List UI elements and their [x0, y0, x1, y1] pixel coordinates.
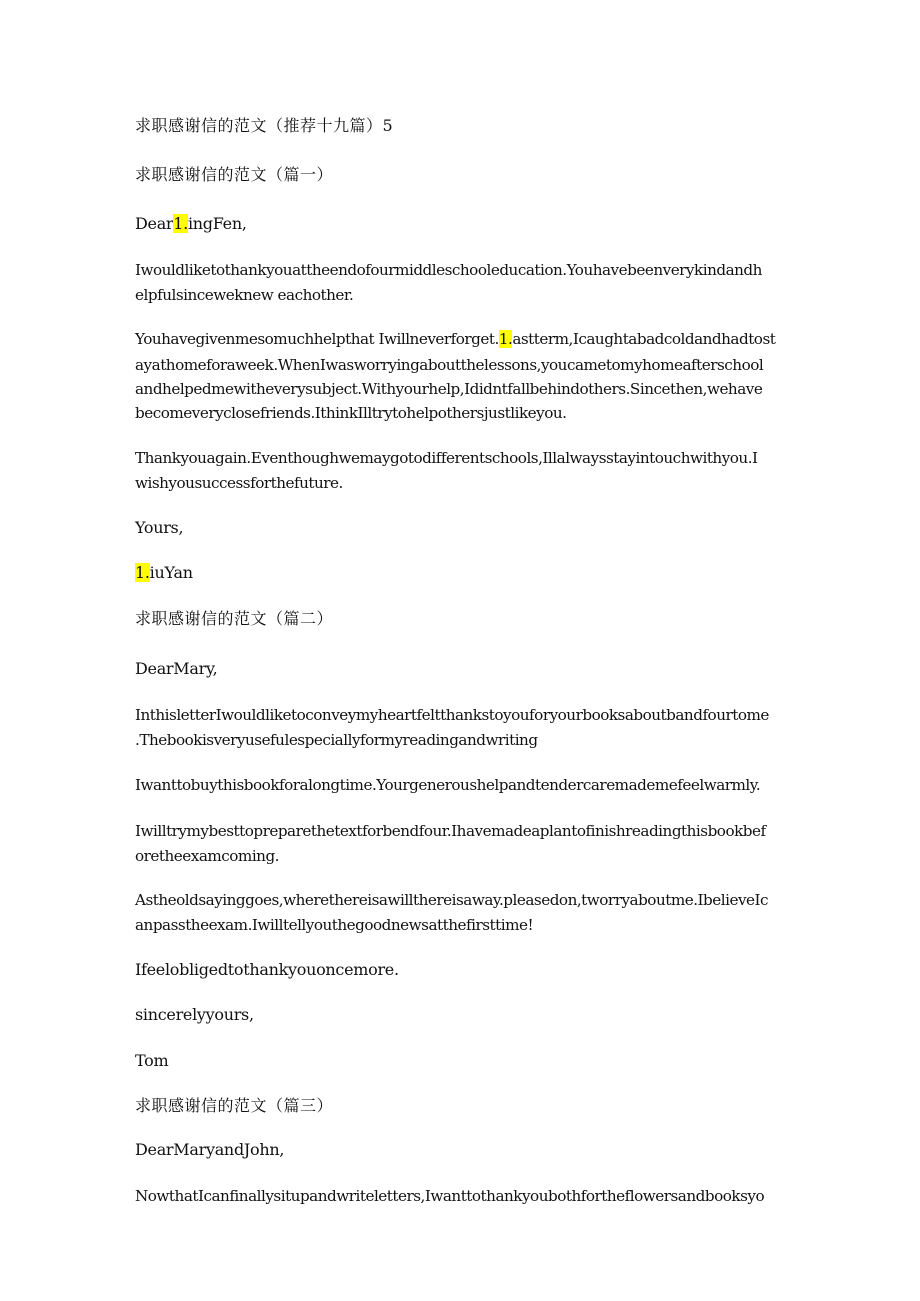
letter-2-paragraph-4-line-1: Astheoldsayinggoes,wherethereisawillthereisaway.pleasedon,tworryaboutme.IbelieveIc: [135, 891, 769, 909]
highlighted-text: 1.: [135, 563, 150, 582]
letter-2-heading: 求职感谢信的范文（篇二）: [135, 609, 334, 628]
letter-2-paragraph-4-line-2: anpasstheexam.Iwilltellyouthegoodnewsatthefirsttime!: [135, 916, 534, 934]
letter-2-paragraph-1-line-1: InthisletterIwouldliketoconveymyheartfeltthankstoyouforyourbooksaboutbandfourtome: [135, 706, 769, 724]
text-run: astterm,Icaughtabadcoldandhadtost: [512, 330, 776, 348]
letter-1-paragraph-1-line-1: Iwouldliketothankyouattheendofourmiddleschooleducation.Youhavebeenverykindandh: [135, 261, 762, 279]
letter-1-paragraph-3-line-2: wishyousuccessforthefuture.: [135, 474, 343, 492]
letter-2-closing: sincerelyyours,: [135, 1005, 254, 1024]
letter-1-closing: Yours,: [135, 518, 184, 537]
letter-3-heading: 求职感谢信的范文（篇三）: [135, 1096, 334, 1115]
greeting-prefix: Dear: [135, 214, 174, 233]
letter-1-paragraph-1-line-2: elpfulsinceweknew eachother.: [135, 286, 354, 304]
letter-2-greeting: DearMary,: [135, 659, 218, 678]
highlighted-text: 1.: [498, 330, 513, 348]
greeting-suffix: ingFen,: [187, 214, 247, 233]
letter-1-greeting: [135, 214, 247, 234]
document-title: 求职感谢信的范文（推荐十九篇）5: [135, 116, 394, 135]
letter-2-paragraph-5: Ifeelobligedtothankyouoncemore.: [135, 960, 399, 979]
letter-1-paragraph-2-line-4: becomeveryclosefriends.IthinkIlltrytohelpothersjustlikeyou.: [135, 404, 567, 422]
letter-1-signature: [135, 563, 193, 583]
letter-1-paragraph-2-line-3: andhelpedmewitheverysubject.Withyourhelp,Ididntfallbehindothers.Sincethen,wehave: [135, 380, 763, 398]
letter-1-paragraph-3-line-1: Thankyouagain.Eventhoughwemaygotodifferentschools,Illalwaysstayintouchwithyou.I: [135, 449, 758, 467]
highlighted-text: 1.: [173, 214, 188, 233]
text-run: Youhavegivenmesomuchhelpthat Iwillneverforget.: [135, 330, 499, 348]
letter-2-paragraph-2: Iwanttobuythisbookforalongtime.Yourgeneroushelpandtendercaremademefeelwarmly.: [135, 776, 761, 794]
letter-3-greeting: DearMaryandJohn,: [135, 1140, 285, 1159]
letter-2-paragraph-1-line-2: .Thebookisveryusefulespeciallyformyreadingandwriting: [135, 731, 538, 749]
letter-2-paragraph-3-line-1: Iwilltrymybesttopreparethetextforbendfour.Ihavemadeaplantofinishreadingthisbookbef: [135, 822, 766, 840]
letter-1-paragraph-2-line-1: [135, 329, 775, 349]
letter-1-heading: 求职感谢信的范文（篇一）: [135, 165, 334, 184]
letter-2-signature: Tom: [135, 1051, 169, 1070]
letter-2-paragraph-3-line-2: oretheexamcoming.: [135, 847, 280, 865]
letter-3-paragraph-1-line-1: NowthatIcanfinallysitupandwriteletters,Iwanttothankyoubothfortheflowersandbooksyo: [135, 1187, 765, 1205]
signature-rest: iuYan: [149, 563, 193, 582]
letter-1-paragraph-2-line-2: ayathomeforaweek.WhenIwasworryingaboutthelessons,youcametomyhomeafterschool: [135, 356, 764, 374]
